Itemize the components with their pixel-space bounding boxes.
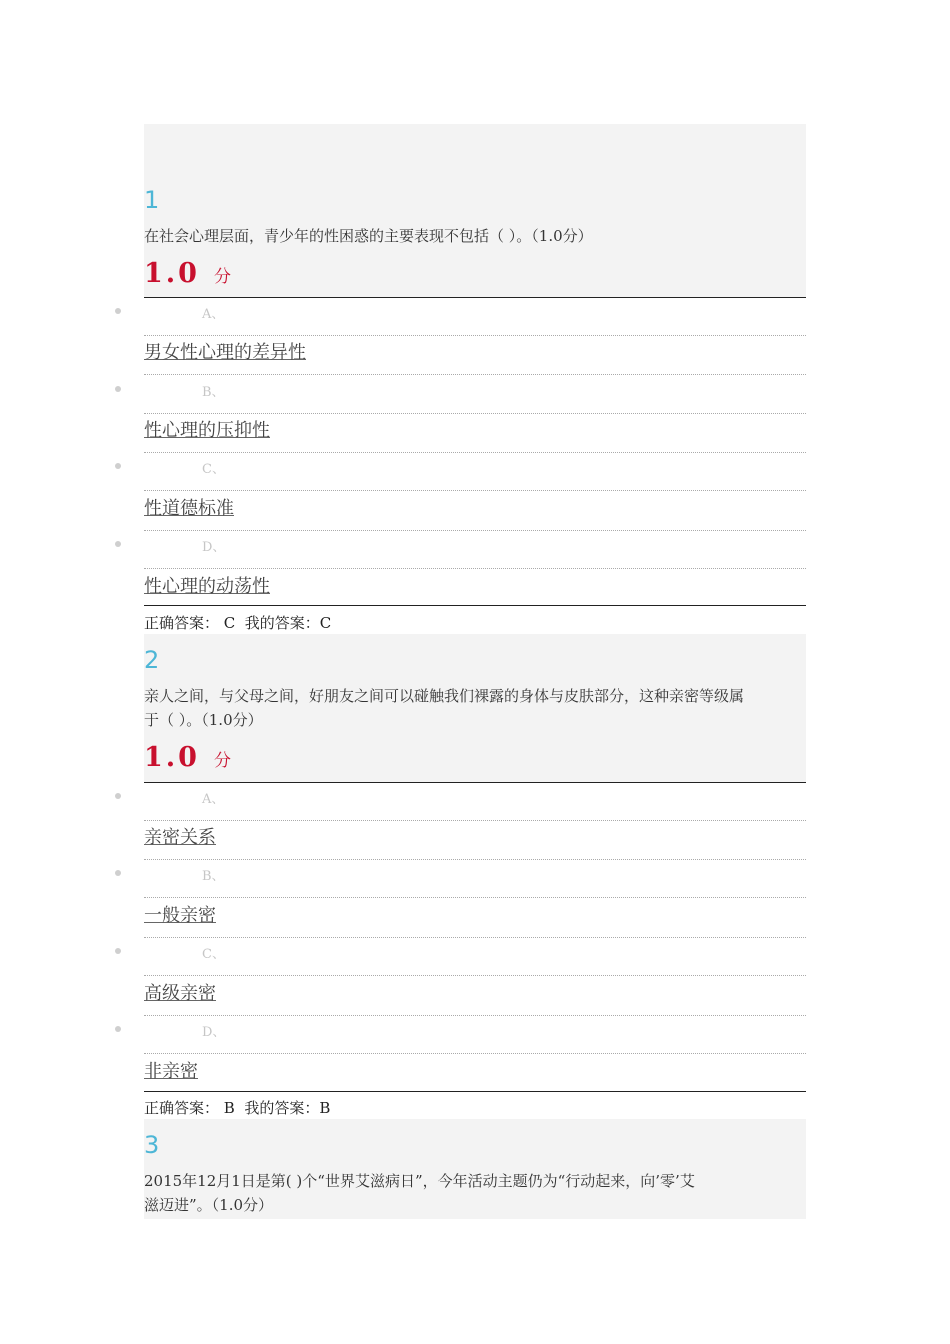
option-letter: D、 xyxy=(202,540,226,555)
option-letter: B、 xyxy=(202,385,225,400)
option-bullet xyxy=(115,463,121,469)
option-divider xyxy=(144,937,806,938)
divider xyxy=(144,782,806,783)
question-3-header xyxy=(144,1119,806,1219)
answer-line: 正确答案： C 我的答案：C xyxy=(144,614,332,632)
question-text-line-1: 亲人之间，与父母之间，好朋友之间可以碰触我们裸露的身体与皮肤部分，这种亲密等级属 xyxy=(144,687,745,705)
question-number: 2 xyxy=(144,646,160,674)
question-text-line-2: 滋迈进”。（1.0分） xyxy=(144,1196,274,1214)
option-bullet xyxy=(115,1026,121,1032)
option-bullet xyxy=(115,793,121,799)
question-number: 1 xyxy=(144,186,160,214)
option-letter: C、 xyxy=(202,462,225,477)
option-letter: D、 xyxy=(202,1025,226,1040)
question-text-line-2: 于（ ）。（1.0分） xyxy=(144,711,263,729)
option-divider xyxy=(144,975,806,976)
divider xyxy=(144,1091,806,1092)
option-divider xyxy=(144,897,806,898)
option-divider xyxy=(144,490,806,491)
option-a[interactable]: 亲密关系 xyxy=(144,827,216,848)
score-unit: 分 xyxy=(213,267,231,287)
option-divider xyxy=(144,859,806,860)
option-d[interactable]: 性心理的动荡性 xyxy=(144,576,270,597)
question-text-line-1: 2015年12月1日是第( )个“世界艾滋病日”，今年活动主题仍为“行动起来，向’零’艾 xyxy=(144,1172,695,1190)
question-1-header xyxy=(144,124,806,298)
option-divider xyxy=(144,413,806,414)
option-b[interactable]: 一般亲密 xyxy=(144,905,216,926)
option-letter: A、 xyxy=(202,792,225,807)
option-divider xyxy=(144,568,806,569)
option-a[interactable]: 男女性心理的差异性 xyxy=(144,342,306,363)
option-bullet xyxy=(115,308,121,314)
option-letter: A、 xyxy=(202,307,225,322)
score-value: 1.0 xyxy=(144,742,200,773)
question-number: 3 xyxy=(144,1131,160,1159)
option-bullet xyxy=(115,948,121,954)
option-c[interactable]: 性道德标准 xyxy=(144,498,234,519)
question-score xyxy=(144,742,231,777)
option-divider xyxy=(144,1053,806,1054)
score-value: 1.0 xyxy=(144,258,200,289)
option-d[interactable]: 非亲密 xyxy=(144,1061,198,1082)
option-divider xyxy=(144,374,806,375)
question-2-header xyxy=(144,634,806,783)
option-divider xyxy=(144,820,806,821)
option-letter: C、 xyxy=(202,947,225,962)
option-bullet xyxy=(115,541,121,547)
option-b[interactable]: 性心理的压抑性 xyxy=(144,420,270,441)
answer-line: 正确答案： B 我的答案：B xyxy=(144,1099,331,1117)
score-unit: 分 xyxy=(213,751,231,771)
divider xyxy=(144,297,806,298)
question-text: 在社会心理层面，青少年的性困惑的主要表现不包括（ ）。（1.0分） xyxy=(144,227,593,245)
option-divider xyxy=(144,1015,806,1016)
option-c[interactable]: 高级亲密 xyxy=(144,983,216,1004)
divider xyxy=(144,605,806,606)
option-bullet xyxy=(115,870,121,876)
option-divider xyxy=(144,452,806,453)
question-score xyxy=(144,258,231,293)
option-letter: B、 xyxy=(202,869,225,884)
option-divider xyxy=(144,530,806,531)
option-bullet xyxy=(115,386,121,392)
option-divider xyxy=(144,335,806,336)
